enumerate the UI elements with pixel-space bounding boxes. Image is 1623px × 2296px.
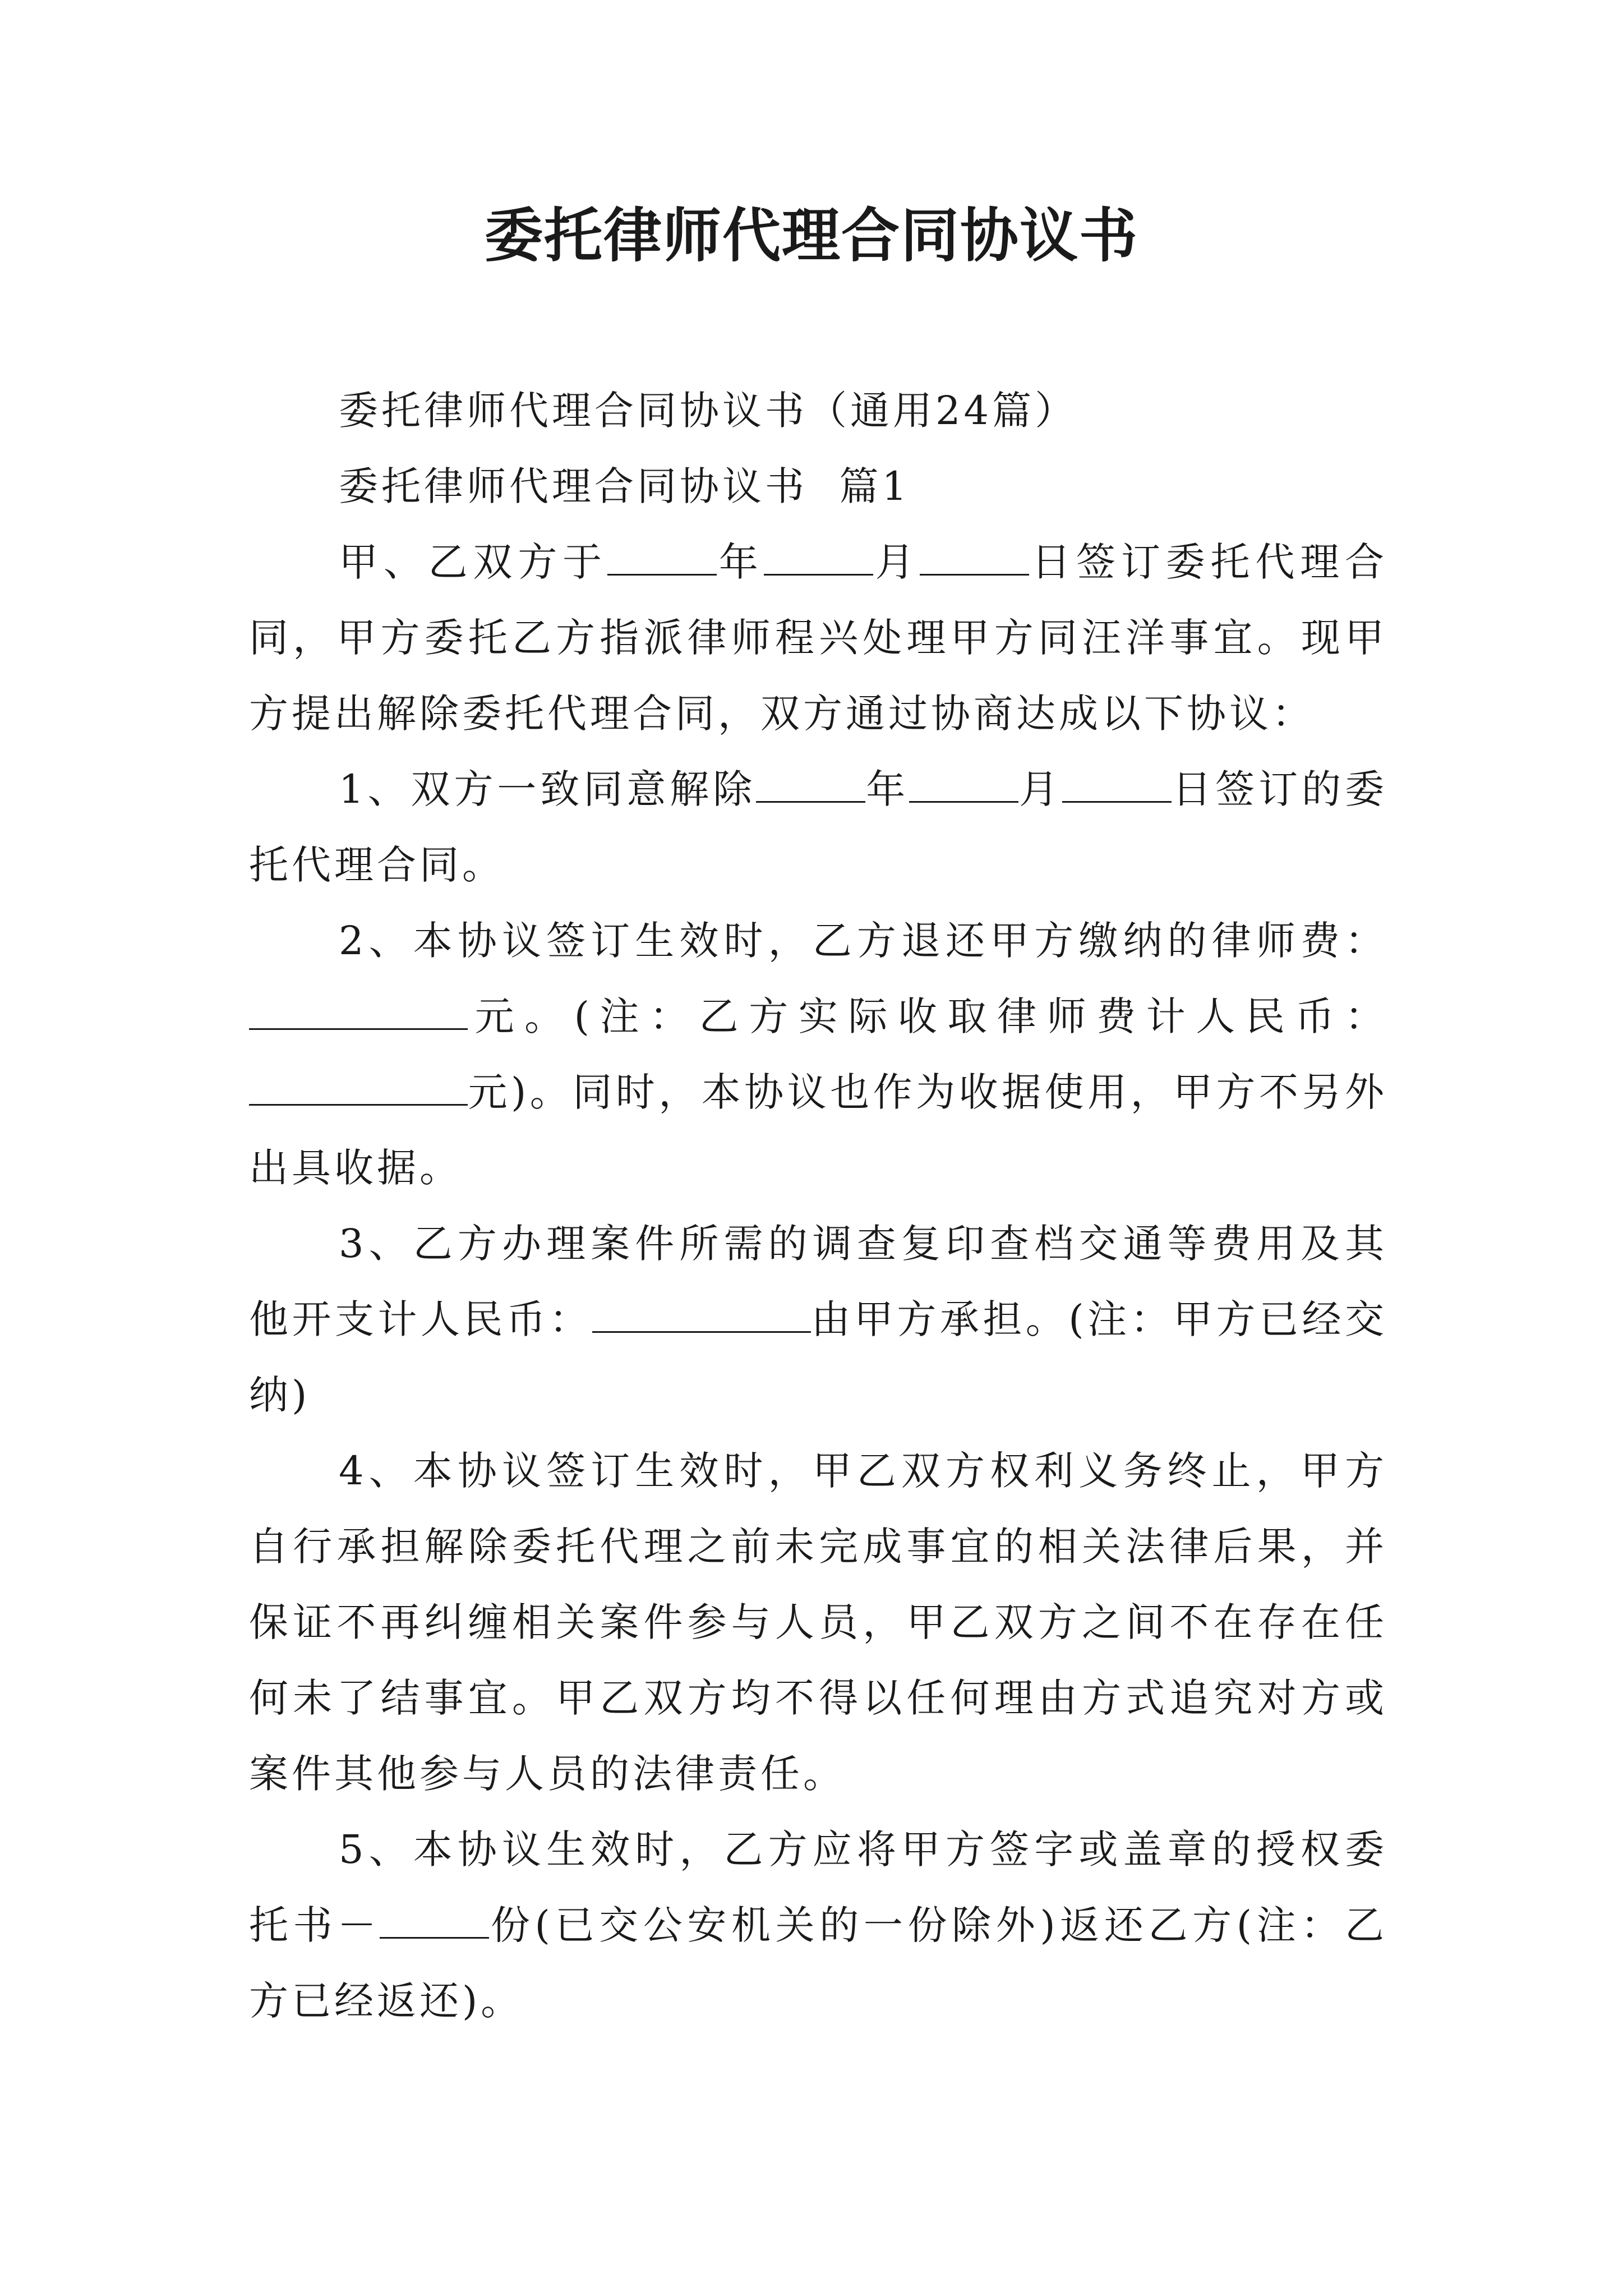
item5-text-2: 份(已交公安机关的一份除外)返还乙方(注：乙方已经返还)。 bbox=[249, 1902, 1388, 2024]
paragraph-item-1 bbox=[249, 752, 1387, 903]
paragraph-item-2 bbox=[249, 903, 1387, 1206]
blank-amount bbox=[592, 1286, 811, 1333]
intro-text-2: 年 bbox=[717, 539, 764, 585]
paragraph-intro bbox=[249, 524, 1387, 752]
item3-text-2: 由甲方承担。(注：甲方已经交纳) bbox=[249, 1296, 1388, 1418]
item2-text-1: 2、本协议签订生效时，乙方退还甲方缴纳的律师费： bbox=[339, 918, 1387, 964]
item1-text-1: 1、双方一致同意解除 bbox=[339, 766, 757, 812]
subtitle: 委托律师代理合同协议书（通用24篇） bbox=[339, 388, 1078, 434]
paragraph-item-3 bbox=[249, 1206, 1387, 1433]
item1-text-4: 日签订的委托代理合同。 bbox=[249, 766, 1388, 888]
item2-text-2: 元。(注：乙方实际收取律师费计人民币： bbox=[468, 993, 1387, 1039]
blank-day bbox=[1062, 756, 1172, 803]
paragraph-item-4: 4、本协议签订生效时，甲乙双方权利义务终止，甲方自行承担解除委托代理之前未完成事宜的相关法律后果，并保证不再纠缠相关案件参与人员，甲乙双方之间不在存在任何未了结事宜。甲乙双方均不得以任何理由方式追究对方或案件其他参与人员的法律责任。 bbox=[249, 1448, 1387, 1797]
item1-text-3: 月 bbox=[1018, 766, 1063, 812]
paragraph-item-5 bbox=[249, 1812, 1387, 2039]
blank-month bbox=[909, 756, 1018, 803]
item2-text-3: 元)。同时，本协议也作为收据使用，甲方不另外出具收据。 bbox=[249, 1069, 1387, 1191]
section-heading: 委托律师代理合同协议书 篇1 bbox=[339, 463, 911, 509]
document-title: 委托律师代理合同协议书 bbox=[484, 201, 1138, 270]
blank-amount bbox=[249, 983, 468, 1030]
document-body bbox=[249, 373, 1387, 2039]
item1-text-2: 年 bbox=[865, 766, 910, 812]
intro-text-1: 甲、乙双方于 bbox=[339, 539, 607, 585]
blank-year bbox=[756, 756, 865, 803]
blank-amount bbox=[249, 1059, 468, 1106]
item3-text-1: 3、乙方办理案件所需的调查复印查档交通等费用及其他开支计人民币： bbox=[249, 1221, 1387, 1342]
intro-text-3: 月 bbox=[873, 539, 920, 585]
blank-year bbox=[607, 529, 717, 576]
intro-text-4: 日签订委托代理合同，甲方委托乙方指派律师程兴处理甲方同汪洋事宜。现甲方提出解除委托代理合同，双方通过协商达成以下协议： bbox=[249, 539, 1388, 737]
item5-text-1: 5、本协议生效时，乙方应将甲方签字或盖章的授权委托书－ bbox=[249, 1826, 1387, 1948]
blank-copies bbox=[380, 1892, 489, 1939]
blank-month bbox=[764, 529, 873, 576]
blank-day bbox=[920, 529, 1029, 576]
